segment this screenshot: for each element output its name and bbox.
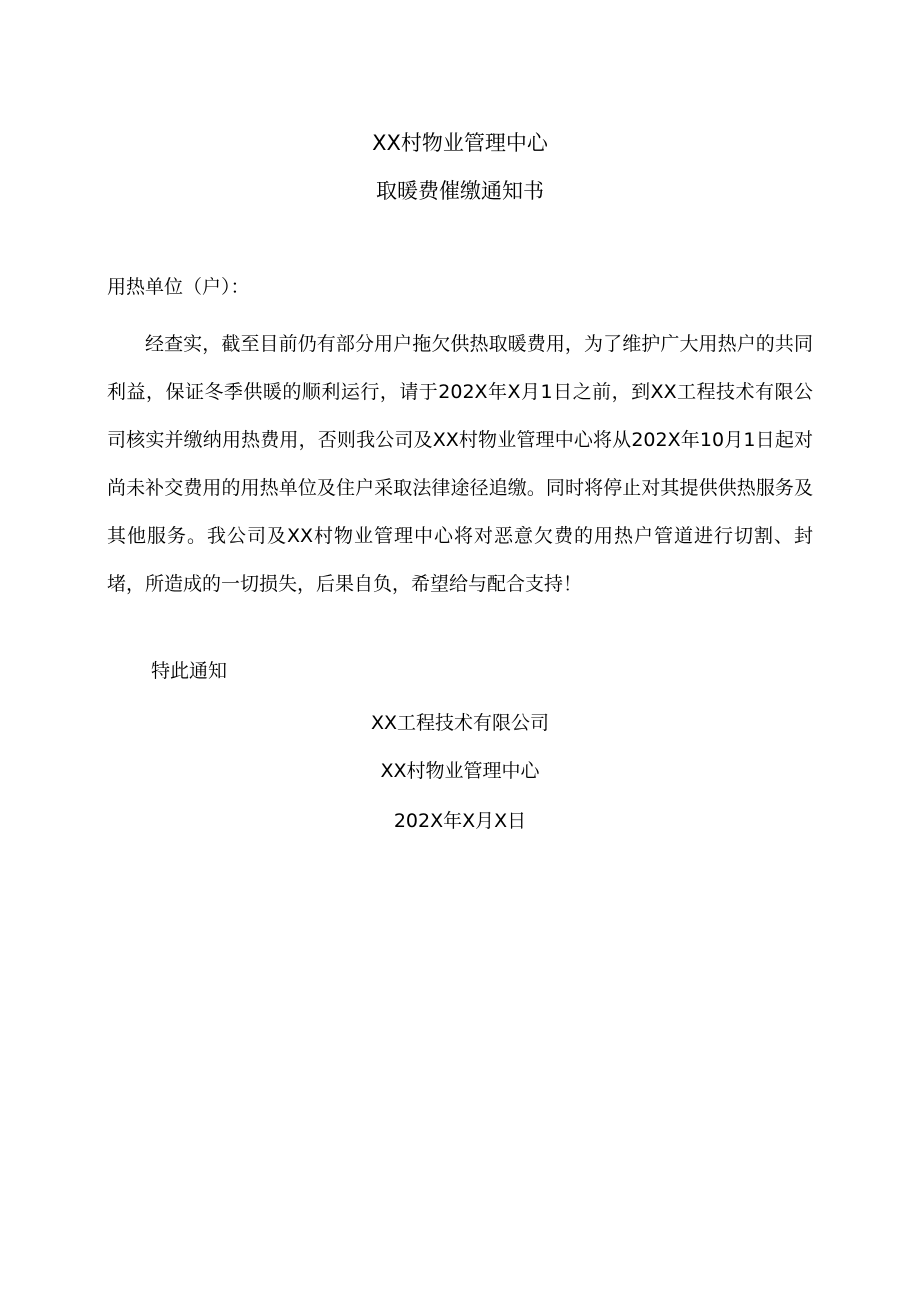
signature-date: 202X年X月X日	[393, 810, 527, 832]
document-subtitle: 取暖费催缴通知书	[376, 179, 544, 203]
notice-body: 经查实，截至目前仍有部分用户拖欠供热取暖费用，为了维护广大用热户的共同利益，保证冬季供暖的顺利运行，请于202X年X月1日之前，到XX工程技术有限公司核实并缴纳用热费用，否则我公司及XX村物业管理中心将从202X年10月1日起对尚未补交费用的用热单位及住户采取法律途径追缴。同时将停止对其提供供热服务及其他服务。我公司及XX村物业管理中心将对恶意欠费的用热户管道进行切割、封堵，所造成的一切损失，后果自负，希望给与配合支持！	[107, 333, 813, 595]
salutation: 用热单位（户）：	[107, 276, 250, 298]
signature-center: XX村物业管理中心	[380, 760, 540, 782]
closing-remark: 特此通知	[151, 660, 228, 682]
document-title: XX村物业管理中心	[372, 131, 548, 155]
signature-company: XX工程技术有限公司	[370, 712, 550, 734]
